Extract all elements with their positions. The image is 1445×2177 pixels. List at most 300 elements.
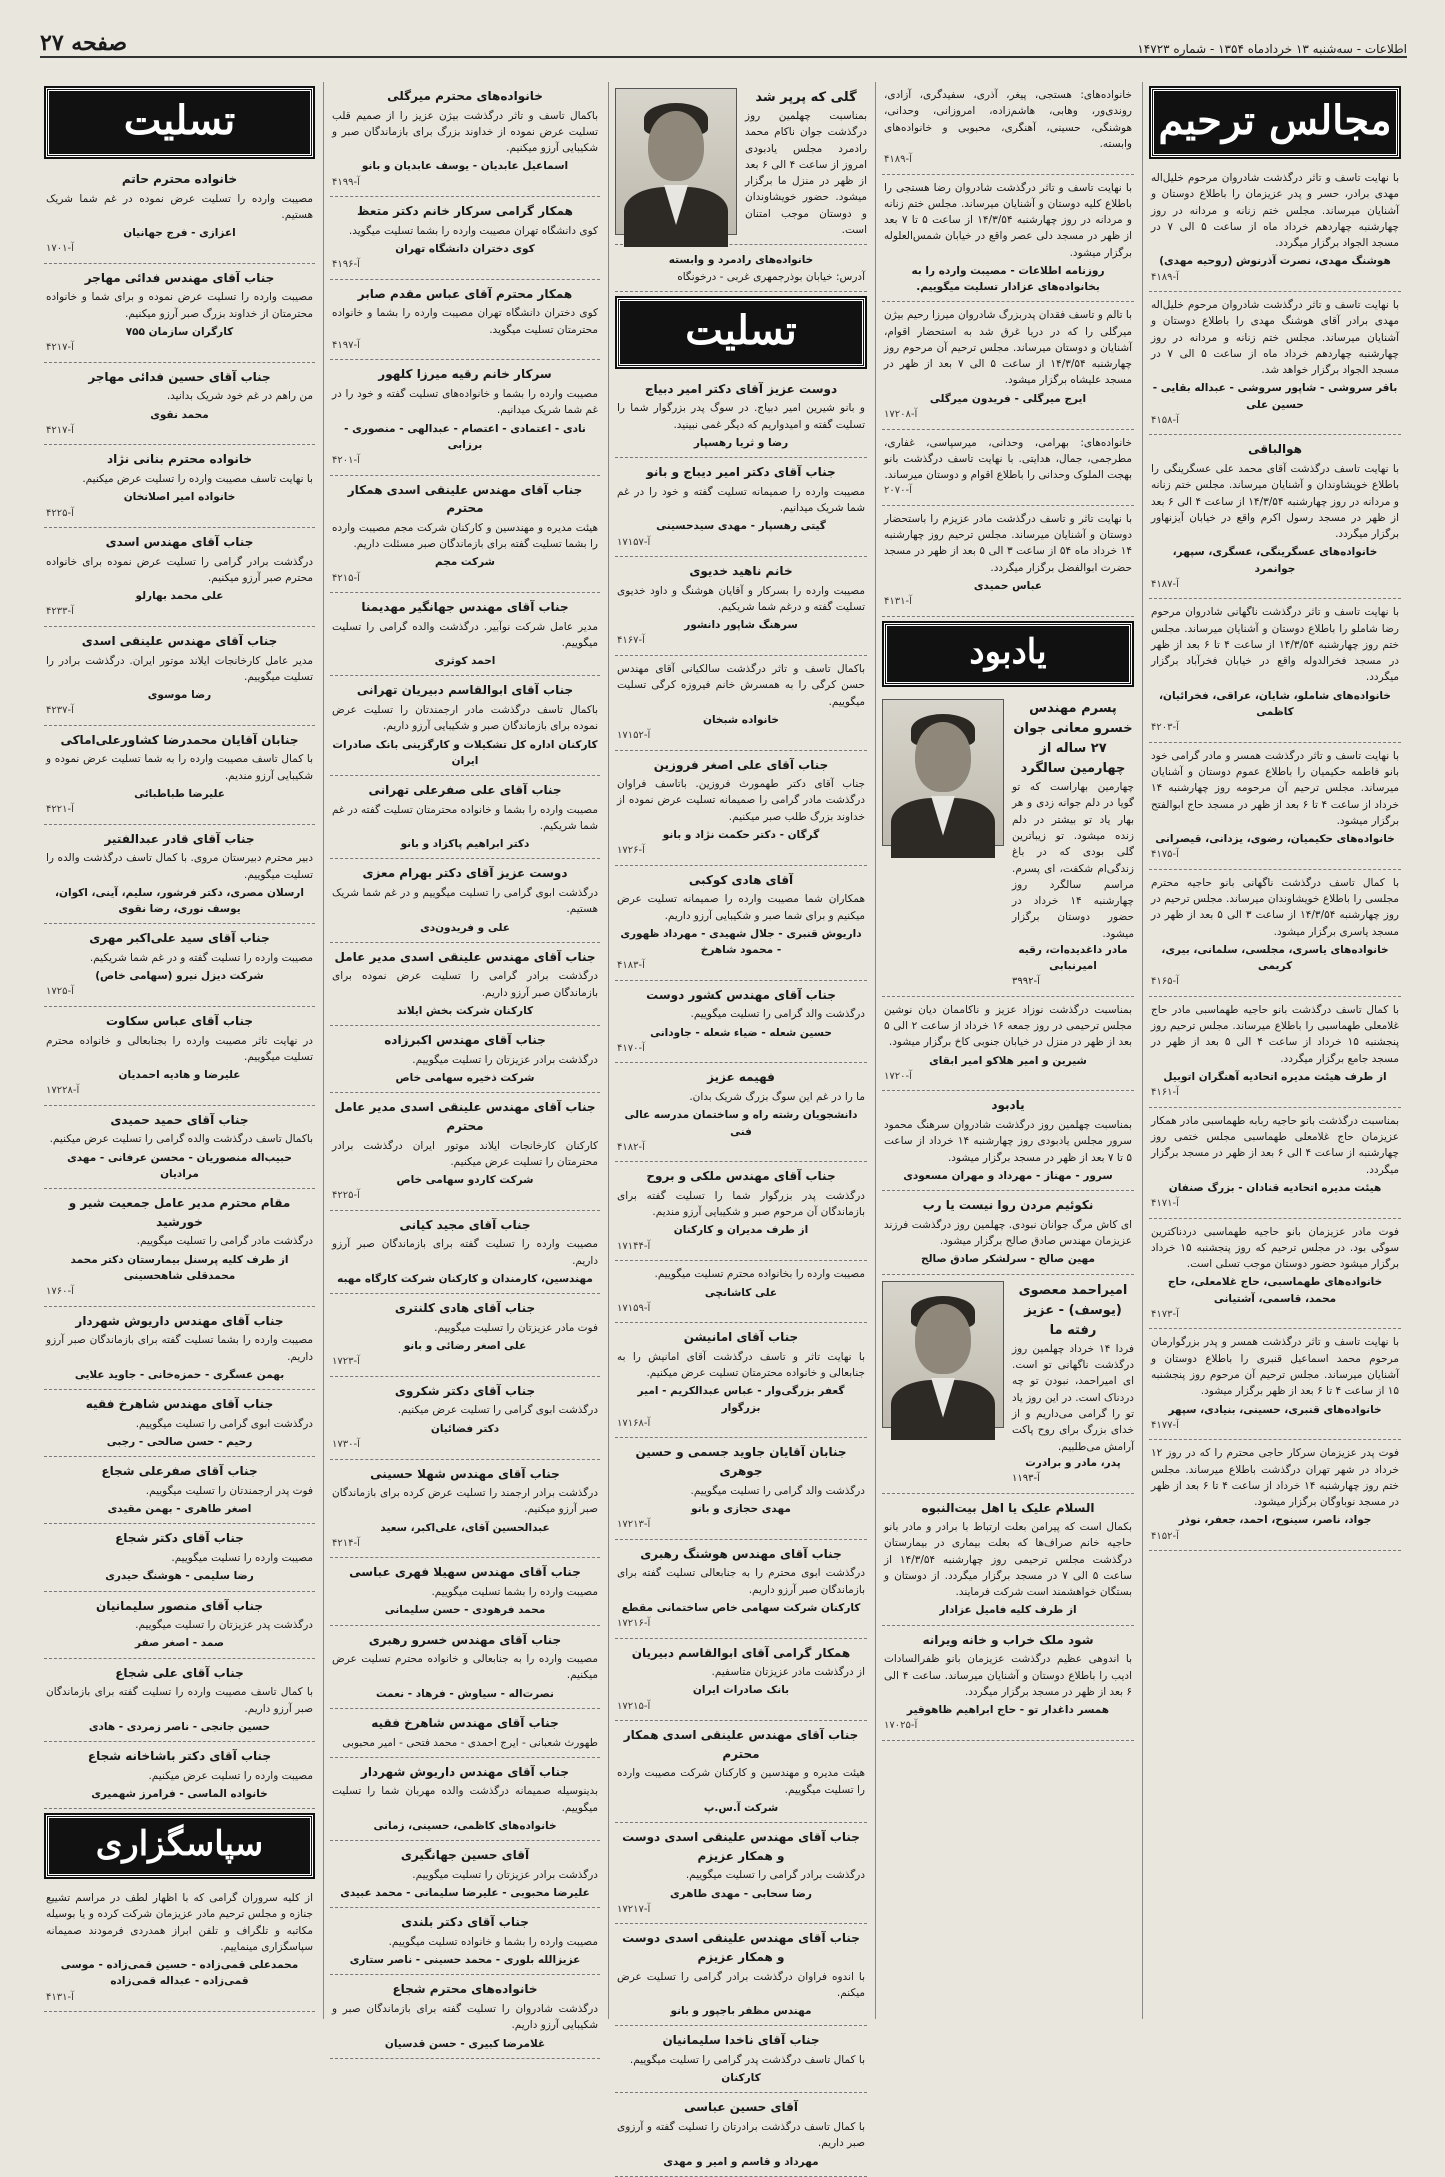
notice-code: آ-۱۷۱۵۲ xyxy=(617,730,651,742)
notice xyxy=(44,1742,315,1809)
notice-body: از درگذشت مادر عزیزتان متاسفیم. xyxy=(711,1666,865,1679)
portrait-photo xyxy=(615,88,737,235)
notice xyxy=(615,981,867,1064)
notice xyxy=(44,165,315,264)
notice-title: جناب آقای علی اصغر فروزین xyxy=(653,757,829,772)
banner-majales-tarhim: مجالس ترحیم xyxy=(1151,88,1399,157)
notice-signature: خانواده‌های یاسری، مجلسی، سلمانی، بیری، کریمی xyxy=(1161,943,1389,973)
notice-body: با کمال تاسف درگذشت پدر گرامی را تسلیت میگوییم. xyxy=(629,2053,865,2066)
notice-code: آ-۴۱۷۱ xyxy=(1151,1198,1179,1210)
notice-body: درگذشت برادر گرامی را تسلیت میگوییم. xyxy=(685,1869,865,1882)
yadbud-text xyxy=(1012,699,1134,990)
notice-body: باکمال تاسف درگذشت والده گرامی را تسلیت عرض میکنیم. xyxy=(49,1133,313,1146)
notice-body: مصیبت وارده را بشما و خانواده تسلیت میگوییم. xyxy=(388,1935,598,1948)
notice xyxy=(44,528,315,627)
notice-body: فوت پدر عزیزمان سرکار حاجی محترم را که در روز ۱۲ خرداد در شهر تهران درگذشت باطلاع میرساند. مجلس ختم روز چهارشنبه ۱۴ خرداد از ساعت ۴ تا ۶ بعد از ظهر در مسجد نوباوگان برگزار میشود. xyxy=(1151,1447,1399,1509)
notice-title: همکار گرامی آقای ابوالقاسم دبیریان xyxy=(631,1645,851,1660)
notice-title: جناب آقای مهندس داریوش شهردار xyxy=(360,1764,570,1779)
notice-signature: خانواده‌های شاملو، شایان، عراقی، فخرائیان، کاظمی xyxy=(1159,689,1391,718)
photo-notice-signature: پدر، مادر و برادرت xyxy=(1025,1456,1121,1469)
notice-title: خانواده محترم بنانی نژاد xyxy=(106,452,253,467)
notice-title: جناب آقای صفرعلی شجاع xyxy=(101,1464,258,1479)
notice-code: آ-۱۷۲۳ xyxy=(332,1356,360,1368)
notice xyxy=(330,943,600,1026)
notice-body: جناب آقای دکتر طهمورث فروزین. باتاسف فراوان درگذشت مادر گرامی را صمیمانه تسلیت عرض نموده از خداوند بزرگ طلب صبر میکنیم. xyxy=(617,778,865,823)
notice-body: درگذشت ابوی گرامی را تسلیت عرض میکنیم. xyxy=(397,1404,598,1417)
notice-signature: روزنامه اطلاعات - مصیبت وارده را به بخانواده‌های عزادار تسلیت میگوییم. xyxy=(911,264,1105,294)
notice-title: سرکار خانم رقیه میرزا کلهور xyxy=(378,367,552,382)
notice-body: مصیبت وارده را تسلیت عرض نموده در غم شما شریک هستیم. xyxy=(46,192,313,221)
notices-col3 xyxy=(615,375,867,2177)
notice-signature: همسر داغدار تو - حاج ابراهیم ظاهوقیر xyxy=(906,1704,1110,1717)
notice-code: آ-۴۱۹۶ xyxy=(332,259,360,271)
notice-title: جناب آقای مجید کیانی xyxy=(399,1217,531,1232)
notice-code: آ-۴۲۲۵ xyxy=(46,507,74,519)
notice xyxy=(330,1460,600,1559)
dateline: اطلاعات - سه‌شنبه ۱۳ خردادماه ۱۳۵۴ - شماره ۱۴۷۲۳ xyxy=(1137,42,1407,56)
notice xyxy=(330,1211,600,1294)
notice xyxy=(1149,165,1401,292)
notice-code: آ-۱۷۲۵ xyxy=(46,986,74,998)
notice-body: بکمال است که پیرامن بعلت ارتباط با برادر و مادر بانو حاجیه خانم صراف‌ها که بعلت بیماری در بیمارستان درگذشت مجلس ترحیمی روز چهارشنبه ۱۴/۳/۵۴ از ساعت ۵ الی ۷ در مسجد برگزار میگردد. از دوستان و بستگان خواهشمند است شرکت فرمایند. xyxy=(884,1521,1132,1599)
notice xyxy=(1149,743,1401,870)
notice xyxy=(615,656,867,751)
notice-signature: خانواده‌های حکیمیان، رضوی، یزدانی، قیصرانی xyxy=(1155,833,1395,846)
notice-body: طهورث شعبانی - ایرج احمدی - محمد فتحی - امیر محبوبی xyxy=(342,1736,598,1749)
notice xyxy=(882,430,1134,506)
notice xyxy=(615,866,867,981)
column-majales xyxy=(1142,82,1407,2019)
notices-col5 xyxy=(44,165,315,1809)
notice xyxy=(44,363,315,446)
notice xyxy=(330,476,600,593)
notice xyxy=(1149,1329,1401,1440)
yadbud-signature: مادر داغدیده‌ات، رقیه امیرنبابی xyxy=(1018,943,1128,973)
notice-body: درگذشت والد گرامی را تسلیت میگوییم. xyxy=(690,1484,865,1497)
banner-tasliyat-2: تسلیت xyxy=(617,298,865,367)
notice-code: آ-۴۲۲۵ xyxy=(332,1190,360,1202)
notice-code: آ-۴۱۶۵ xyxy=(1151,976,1179,988)
notice-title: جناب آقای مهندس ملکی و بروح xyxy=(646,1169,836,1184)
notice-title: جناب آقای مهندس شاهرخ فقیه xyxy=(85,1397,274,1412)
notice xyxy=(44,1659,315,1742)
notice xyxy=(330,1377,600,1460)
notice xyxy=(882,1091,1134,1191)
portrait-photo xyxy=(882,699,1004,846)
notice-signature: از طرف کلیه پرسنل بیمارستان دکتر محمد محمدقلی شاهحسینی xyxy=(70,1253,289,1282)
notice-signature: کارکنان شرکت سهامی خاص ساختمانی مقطع xyxy=(621,1601,861,1614)
notice-signature: اسماعیل عابدیان - یوسف عابدیان و بانو xyxy=(361,160,569,173)
notice xyxy=(44,1524,315,1591)
notice-signature: عبدالحسین آقای، علی‌اکبر، سعید xyxy=(380,1521,550,1534)
notice-signature: کارکنان xyxy=(721,2072,761,2085)
notice-signature: مهین صالح - سرلشکر صادق صالح xyxy=(921,1253,1095,1266)
notice-address-label: آدرس xyxy=(839,270,865,283)
notice-title: دوست عزیز آقای دکتر امیر دبیاج xyxy=(644,381,838,396)
notice-title: جناب آقای مهندس علینقی اسدی مدیر عامل محترم xyxy=(334,1100,596,1133)
notice-body: بمناسبت درگذشت نوزاد عزیز و ناکاممان دیان نوشین مجلس ترحیمی در روز جمعه ۱۶ خرداد از ساعت ۲ الی ۵ بعد از ظهر در منزل در خیابان جنوبی کاخ برگزار میشود. xyxy=(884,1003,1132,1049)
notice-title: جنابان آقایان جاوید جسمی و حسین جوهری xyxy=(635,1445,847,1479)
notice xyxy=(615,1823,867,1924)
notice-body: مصیبت وارده را صمیمانه تسلیت گفته و خود را در غم شما شریک میدانیم. xyxy=(617,485,865,515)
notice xyxy=(330,1758,600,1841)
notice-signature: خانواده امیر اصلانخان xyxy=(123,491,236,504)
notice-signature: مهندسین، کارمندان و کارکنان شرکت کارگاه مهبه xyxy=(337,1273,593,1285)
notice-title: دوست عزیز آقای دکتر بهرام معزی xyxy=(362,866,568,881)
notice-code: آ-۱۷۲۱۳ xyxy=(617,1519,651,1531)
notice-code: آ-۱۷۲۶ xyxy=(617,845,645,857)
notice-body: با کمال تاسف مصیبت وارده را به شما تسلیت عرض نموده و شکیبایی آرزو مندیم. xyxy=(46,753,313,782)
notice-title: جناب آقای مهندس فدائی مهاجر xyxy=(84,270,275,285)
notice-body: مصیبت وارده را بشما تسلیت گفته برای بازماندگان صبر آرزو داریم. xyxy=(46,1334,313,1363)
notice xyxy=(330,1841,600,1908)
notice-signature: از طرف کلیه فامیل عزادار xyxy=(939,1604,1077,1617)
notice-code: آ-۲۰۷۰ xyxy=(884,485,912,497)
notice-title: جناب آقای قادر عبدالفتیر xyxy=(104,831,255,846)
notice-body: مصیبت وارده را بشما و خانواده‌های تسلیت گفته و خود را در غم شما شریک میدانیم. xyxy=(332,388,598,417)
photo-notice-body: فردا ۱۴ خرداد چهلمین روز درگذشت ناگهانی تو است. ای امیراحمد، نبودن تو چه دردناک است. در این روز یاد تو را گرامی می‌داریم و از خدای بزرگ برای روح پاکت آرامش می‌طلبیم. xyxy=(1012,1342,1134,1453)
notice xyxy=(44,1390,315,1457)
notice-code: آ-۴۱۶۷ xyxy=(617,635,645,647)
notice-code: آ-۴۱۷۳ xyxy=(1151,1308,1179,1320)
notice-code: آ-۴۱۸۳ xyxy=(617,960,645,972)
notice xyxy=(615,1438,867,1539)
notice-body: با نهایت تاسف و تاثر درگذشت شادروان مرحوم خلیل‌اله مهدی برادر، حسر و پدر عزیزمان را باطلاع دوستان و آشنایان میرساند. مجلس ختم زنانه و مردانه در روز چهارشنبه چهاردهم خرداد ماه از ساعت ۵ الی ۷ در مسجد الجواد برگزار میگردد. xyxy=(1151,172,1399,250)
photo-notice-title: امیراحمد معصوی (یوسف) - عزیز رفته ما xyxy=(1018,1282,1128,1338)
page-header xyxy=(40,30,1407,58)
notice-signature: کوی دختران دانشگاه تهران xyxy=(395,243,535,256)
notice-signature: بهمن عسگری - حمزه‌خانی - جاوید علایی xyxy=(74,1368,285,1381)
notice-title: جناب آقای مهندس علینقی اسدی همکار محترم xyxy=(347,482,583,516)
notice-signature: باقر سروشی - شاپور سروشی - عبداله بقایی - حسین علی xyxy=(1152,382,1398,411)
notice-signature: اعزازی - فرج جهانیان xyxy=(123,227,236,240)
notice-code: آ-۴۲۲۱ xyxy=(46,804,74,816)
notice-body: با نهایت تاسف مصیبت وارده را تسلیت عرض میکنیم. xyxy=(82,473,313,485)
yadbud-photo-notice xyxy=(882,693,1134,997)
notice xyxy=(44,1007,315,1106)
notice xyxy=(330,280,600,361)
notice-signature: حسین شعله - ضیاء شعله - جاودانی xyxy=(650,1026,832,1039)
notice xyxy=(1149,435,1401,599)
notice-title: جناب آقای علی شجاع xyxy=(115,1665,244,1680)
notice-code: آ-۴۲۳۳ xyxy=(46,606,74,618)
notice-title: جناب آقای مهندس داریوش شهردار xyxy=(75,1313,284,1328)
notice-title: جناب آقای مهندس علینقی اسدی همکار محترم xyxy=(623,1728,859,1761)
notice-signature: علی و فریدون‌دی xyxy=(420,921,510,934)
notice-signature: خانواده الماسی - فرامرز شهمیری xyxy=(91,1787,268,1800)
notice-title: هوالباقی xyxy=(1248,442,1302,457)
notice-signature: کارگران سازمان ۷۵۵ xyxy=(125,326,234,339)
notice-body: درگذشت برادر گرامی را تسلیت عرض نموده برای خانواده محترم صبر آرزو میکنیم. xyxy=(46,555,313,584)
notice-code: آ-۴۱۹۷ xyxy=(332,339,360,351)
notice xyxy=(615,1540,867,1639)
notice-title: جناب آقای منصور سلیمانیان xyxy=(95,1598,263,1613)
notice-title: نکوئیم مردن روا نیست یا رب xyxy=(922,1198,1094,1213)
notice xyxy=(330,1709,600,1758)
notices-col2-more xyxy=(882,997,1134,1275)
notice-body: درگذشت شادروان را تسلیت گفته برای بازماندگان صبر و شکیبایی آرزو داریم. xyxy=(332,2003,598,2032)
notice-signature: سرهنگ شاپور دانشور xyxy=(684,619,798,632)
notice-signature: رضا سلیمی - هوشنگ حیدری xyxy=(105,1570,254,1583)
notice xyxy=(330,1558,600,1625)
notice-signature: علیرضا و هادیه احمدیان xyxy=(118,1069,241,1082)
notice-code: آ-۴۲۰۳ xyxy=(1151,722,1179,734)
notice xyxy=(330,1294,600,1377)
notice xyxy=(615,458,867,557)
notice-code: آ-۱۷۶۰ xyxy=(46,1286,74,1298)
column-tasliyat xyxy=(38,82,321,2019)
notice-body: خانواده‌های: هستجی، پیغر، آذری، سفیدگری، آزادی، روندی‌ور، وهابی، هاشم‌زاده، امروزانی، وحدانی، هوشنگی، حسینی، آهنگری، محبوبی و خانواده‌های وابسته. xyxy=(884,89,1132,150)
notice-signature: جواد، ناصر، سینوح، احمد، جعفر، نوذر xyxy=(1178,1514,1372,1527)
notice-title: جناب آقای مهندس سهیلا فهری عباسی xyxy=(349,1565,581,1580)
notice-signature: سرور - مهناز - مهرداد و مهران مسعودی xyxy=(903,1169,1113,1182)
notice-code: آ-۴۱۸۹ xyxy=(1151,271,1179,283)
yadbud-code: آ-۳۹۹۲ xyxy=(1012,976,1040,988)
notice xyxy=(330,360,600,475)
notice-body: در نهایت تاثر مصیبت وارده را بجنابعالی و خانواده محترم تسلیت میگوییم. xyxy=(46,1034,313,1063)
notice xyxy=(330,1626,600,1709)
notice-signature: گیتی رهسپار - مهدی سیدحسینی xyxy=(656,520,826,533)
notice-body: ما را در غم این سوگ بزرگ شریک بدان. xyxy=(689,1091,865,1104)
notice-code: آ-۱۷۱۵۹ xyxy=(617,1302,651,1314)
notice xyxy=(44,445,315,528)
notice-title: جناب آقای عباس سکاوت xyxy=(105,1013,254,1028)
notice-body: مصیبت وارده را به جنابعالی و خانواده محترم تسلیت عرض میکنیم. xyxy=(332,1653,598,1682)
sepasgozari-notice xyxy=(44,1885,315,2012)
notice-body: مصیبت وارده را تسلیت گفته برای بازماندگان صبر آرزو داریم. xyxy=(332,1238,598,1267)
column-2 xyxy=(875,82,1140,2019)
notice-title: جنابان آقایان محمدرضا کشاورعلی‌اماکی xyxy=(60,732,299,747)
notice-code: آ-۱۷۱۴۴ xyxy=(617,1240,651,1252)
notice xyxy=(882,302,1134,429)
notice-body: دبیر محترم دبیرستان مروی. با کمال تاسف درگذشت والده را تسلیت میگوییم. xyxy=(46,852,313,881)
notice-body: بدینوسیله صمیمانه درگذشت والده مهربان شما را تسلیت میگوییم. xyxy=(332,1785,598,1814)
notice-signature: خانواده‌های طهماسبی، حاج غلامعلی، حاج محمد، قاسمی، آشتیانی xyxy=(1167,1276,1383,1305)
portrait-photo xyxy=(882,1281,1004,1428)
notice-signature: شرکت مجم xyxy=(434,556,496,569)
notice-body: با نهایت تاثر و تاسف درگذشت آقای امانیش را به جنابعالی و خانواده محترمتان تسلیت عرض میکنیم. xyxy=(617,1350,865,1380)
notice xyxy=(1149,599,1401,742)
notice-body: مصیبت وارده را بسرکار و آقایان هوشنگ و داود خدیوی تسلیت گفته و درغم شما شریکیم. xyxy=(617,584,865,613)
notice-signature: شرکت ذخیره سهامی خاص xyxy=(395,1072,535,1085)
notice-signature: کارکنان شرکت بخش ایلاند xyxy=(396,1005,534,1017)
notice-body: مدیر عامل کارخانجات ایلاند موتور ایران. درگذشت برادر را تسلیت میگوییم. xyxy=(46,654,313,683)
notice-body: باکمال تاسف و تاثر درگذشت سالکیانی آقای مهندس حسن کرگی را به همسرش خانم فیروزه کرگی تسلیت میگوییم. xyxy=(617,662,865,708)
notice xyxy=(44,1106,315,1189)
notice xyxy=(615,1639,867,1722)
notice xyxy=(330,1026,600,1093)
notice-body: هیئت مدیره و مهندسین و کارکنان شرکت مصیبت وارده را تسلیت میگوییم. xyxy=(617,1767,865,1796)
notice xyxy=(44,1592,315,1659)
notice xyxy=(882,997,1134,1092)
notice-title: جناب آقای مهندس علینقی اسدی xyxy=(81,633,278,648)
notice xyxy=(330,1975,600,2058)
notice xyxy=(330,1908,600,1975)
notice-signature: علیرضا طباطبائی xyxy=(134,787,225,800)
notice-body: ای کاش مرگ جوانان نبودی. چهلمین روز درگذشت فرزند عزیزمان مهندس صادق صالح برگزار میشود. xyxy=(884,1218,1132,1247)
notice-title: جناب آقای مهندس اسدی xyxy=(105,535,254,550)
notice-body: با نهایت تاسف و تاثر درگذشت ناگهانی شادروان مرحوم رضا شاملو را باطلاع دوستان و آشنایان میرساند. مجلس ختم روز چهارشنبه ۱۴/۳/۵۴ از ساعت ۴ تا ۶ بعد از ظهر در مسجد فخرالدوله واقع در خیابان فخرآباد برگزار میگردد. xyxy=(1151,606,1399,684)
notice-title: جناب آقای مهندس علینقی اسدی دوست و همکار عزیزم xyxy=(622,1830,860,1863)
notice xyxy=(330,593,600,676)
notice-body: با اندوه فراوان درگذشت برادر گرامی را تسلیت عرض میکنم. xyxy=(617,1970,865,1999)
notice-title: آقای حسین جهانگیری xyxy=(400,1848,530,1863)
notice-body: درگذشت برادر عزیزتان را تسلیت میگوییم. xyxy=(412,1053,598,1066)
notice-title: یادبود xyxy=(991,1098,1025,1113)
notice-body: با کمال تاسف درگذشت برادرتان را تسلیت گفته و آرزوی صبر داریم. xyxy=(617,2121,865,2150)
notice-signature: خانواده‌های عسگرینگی، عسگری، سپهر، جوانمرد xyxy=(1172,546,1378,575)
notice-body: فوت مادر عزیزتان را تسلیت میگوییم. xyxy=(434,1321,598,1334)
yadbud-body: چهارمین بهاراست که تو گویا در دلم جوانه زدی و هر بهار یاد تو بیشتر در دلم زنده میشود. تو زیباترین گلی بودی که در باغ زندگی‌ام شکفت، ای پسرم. مراسم سالگرد روز چهارشنبه ۱۴ خرداد در حضور دوستان برگزار میشود. xyxy=(1012,781,1135,940)
notice xyxy=(882,82,1134,175)
notice-code: آ-۱۷۲۲۸ xyxy=(46,1085,80,1097)
banner-sepasgozari: سپاسگزاری xyxy=(46,1815,313,1877)
notice-code: آ-۱۷۰۱ xyxy=(46,243,74,255)
notice-body: با نهایت تاسف و تاثر درگذشت شادروان مرحوم خلیل‌اله مهدی برادر آقای هوشنگ مهدی را باطلاع دوستان و آشنایان میرساند. مجلس ختم زنانه و مردانه در روز چهارشنبه چهاردهم خرداد ماه از ساعت ۵ الی ۷ در مسجد الجواد برگزار خواهد شد. xyxy=(1151,299,1399,377)
sepas-signature: محمدعلی قمی‌زاده - حسین قمی‌زاده - موسی قمی‌زاده - عبداله قمی‌زاده xyxy=(60,1959,299,1988)
notice-signature: رضا موسوی xyxy=(147,689,212,702)
notice-title: جناب آقای مهندس اکبرزاده xyxy=(384,1033,546,1048)
notice-signature: از طرف مدیران و کارکنان xyxy=(673,1224,809,1237)
notice xyxy=(44,924,315,1007)
notice-title: همکار محترم آقای عباس مقدم صابر xyxy=(357,286,573,301)
notice xyxy=(1149,1219,1401,1330)
notice-title: جناب آقای مهندس علینقی اسدی مدیر عامل xyxy=(334,949,596,964)
notice xyxy=(330,859,600,942)
notice-title: خانواده‌های محترم میرگلی xyxy=(387,89,543,103)
notice-body: بمناسبت چهلمین روز درگذشت شادروان سرهنگ محمود سرور مجلس یادبودی روز چهارشنبه ۱۴ خرداد از ساعت ۵ تا ۷ بعد از ظهر در مسجد برگزار میشود. xyxy=(884,1119,1132,1164)
notice-code: آ-۱۷۲۱۶ xyxy=(617,1618,651,1630)
notice-body: درگذشت پدر عزیزتان را تسلیت میگوییم. xyxy=(135,1619,313,1632)
notice-body: درگذشت مادر گرامی را تسلیت میگوییم. xyxy=(136,1235,313,1248)
notice-body: باکمال تاسف درگذشت مادر ارجمندتان را تسلیت عرض نموده برای بازماندگان صبر و شکیبایی آرزو داریم. xyxy=(332,704,598,733)
notice-signature: غلامرضا کبیری - حسن قدسیان xyxy=(384,2037,546,2050)
notice-code: آ-۴۱۷۵ xyxy=(1151,849,1179,861)
notice-title: جناب آقای مهندس علینقی اسدی دوست و همکار عزیزم xyxy=(622,1931,860,1964)
notice-body: با نهایت تاسف درگذشت آقای محمد علی عسگرینگی را باطلاع خویشاوندان و آشنایان میرساند. مجلس ختم زنانه و مردانه در روز چهارشنبه ۱۴/۳/۵۴ از ساعت ۴ الی ۶ بعد از ظهر در مسجد رسول اکرم واقع در خیابان آیزنهاور برگزار میگردد. xyxy=(1151,463,1399,541)
notice-body: خانواده‌های: بهرامی، وحدانی، میرسپاسی، غفاری، مطرجمی، جمال، هدایتی. با نهایت تاسف درگذشت بانو بهجت الملوک وحدانی را باطلاع اقوام و دوستان میرساند. xyxy=(884,436,1132,482)
notice-title: جناب آقای حسین فدائی مهاجر xyxy=(88,369,271,384)
notice-signature: هیئت مدیره اتحادیه قنادان - بزرگ صنفان xyxy=(1168,1181,1382,1194)
notice-signature: هوشنگ مهدی، نصرت آذرنوش (روحیه مهدی) xyxy=(1159,255,1391,268)
notice-code: آ-۴۲۰۱ xyxy=(332,455,360,467)
notice-body: فوت پدر ارجمندتان را تسلیت میگوییم. xyxy=(145,1484,313,1497)
notice-body: با کمال تاسف درگذشت ناگهانی بانو حاجیه محترم مجلسی را باطلاع خویشاوندان میرساند. مجلس ترحیم در روز چهارشنبه ۱۴/۳/۵۴ از ساعت ۳ الی ۵ بعد از ظهر در مسجد یاسری برگزار میشود. xyxy=(1151,876,1400,938)
notice xyxy=(882,175,1134,303)
notice-code: آ-۴۱۸۲ xyxy=(617,1141,645,1153)
notice-body: همکاران شما مصیبت وارده را صمیمانه تسلیت عرض میکنیم و برای شما صبر و شکیبایی آرزو داریم. xyxy=(617,893,865,922)
notice-body: مصیبت وارده را تسلیت میگوییم. xyxy=(171,1551,313,1564)
notice xyxy=(1149,1440,1401,1551)
notice xyxy=(44,264,315,363)
sepas-body: از کلیه سروران گرامی که با اظهار لطف در مراسم تشییع جنازه و مجلس ترحیم مادر عزیزمان شرکت کرده و یا بوسیله مکاتبه و تلگراف و تلفن ابراز همدردی فرمودند صمیمانه سپاسگزاری مینماییم. xyxy=(46,1892,313,1953)
notice-signature: از طرف هیئت مدیره اتحادیه آهنگران اتوبیل xyxy=(1163,1071,1387,1084)
notice-body: با نهایت تاسف و تاثر درگذشت شادروان رضا هستجی را باطلاع کلیه دوستان و آشنایان میرساند. مجلس ختم زنانه و مردانه در روز چهارشنبه ۱۴/۳/۵۴ از ساعت ۵ تا ۷ بعد از ظهر در مسجد دلی عصر واقع در خیابان شمس‌العلوله برگزار میشود. xyxy=(884,181,1133,259)
notice-code: آ-۱۷۲۱۷ xyxy=(617,1903,651,1915)
notice-title: فهیمه عزیز xyxy=(707,1070,775,1085)
notice-body: درگذشت ابوی گرامی را تسلیت میگوییم و در غم شما شریک هستیم. xyxy=(332,887,598,916)
notice-title: مقام محترم مدیر عامل جمعیت شیر و خورشید xyxy=(68,1196,291,1229)
notice-signature: بانک صادرات ایران xyxy=(692,1684,790,1697)
notice-title: خانواده محترم حاتم xyxy=(121,172,238,186)
notice-code: آ-۴۱۷۰ xyxy=(617,1042,645,1054)
notice-body: با کمال تاسف مصیبت وارده را تسلیت گفته برای بازماندگان صبر آرزو داریم. xyxy=(46,1686,313,1715)
notice-body: مصیبت وارده را بشما تسلیت میگوییم. xyxy=(431,1586,598,1598)
notice-code: آ-۴۱۸۹ xyxy=(884,154,912,166)
notice-body: با نهایت تاسف و تاثر درگذشت همسر و مادر گرامی خود بانو فاطمه حکیمیان را باطلاع عموم دوستان و آشنایان میرساند. مجلس ترحیم آن مرحومه روز چهارشنبه ۱۴ خرداد از ساعت ۴ تا ۶ بعد از ظهر در مسجد حاج ابوالفتح برگزار میشود. xyxy=(1151,749,1399,827)
notice xyxy=(615,1261,867,1323)
notice-signature: صمد - اصغر صفر xyxy=(134,1637,224,1650)
notice-title: جناب آقای مهندس شاهرخ فقیه xyxy=(371,1715,559,1730)
notice xyxy=(615,375,867,458)
notice-title: آقای حسین عباسی xyxy=(684,2100,798,2115)
notice-title: جناب آقای دکتر بلندی xyxy=(401,1915,529,1930)
notice-signature: مهرداد و قاسم و امیر و مهدی xyxy=(663,2155,819,2168)
notice xyxy=(330,676,600,776)
notice xyxy=(1149,997,1401,1108)
notice-signature: حسین جانجی - ناصر زمردی - هادی xyxy=(88,1720,271,1733)
notice-body: با کمال تاسف درگذشت بانو حاجیه طهماسبی مادر حاج غلامعلی طهماسبی را باطلاع میرساند. مجلس ترحیم روز پنجشنبه ۱۵ خرداد از ساعت ۴ الی ۵ بعد از ظهر در مسجد جامع برگزار میگردد. xyxy=(1151,1003,1400,1065)
notice-signature: ایرج میرگلی - فریدون میرگلی xyxy=(929,392,1087,405)
notice xyxy=(615,751,867,866)
notice-body: کوی دانشگاه تهران مصیبت وارده را بشما تسلیت میگوید. xyxy=(348,224,598,237)
page-number: صفحه ۲۷ xyxy=(40,30,128,56)
notice xyxy=(615,1063,867,1162)
notice-title: جناب آقای حمید حمیدی xyxy=(110,1112,249,1127)
notice-code: آ-۱۷۲۰۸ xyxy=(884,409,918,421)
notice-body: فوت مادر عزیزمان بانو حاجیه طهماسبی دردناکترین سوگی بود. در مجلس ترحیم که روز پنجشنبه ۱۵ خرداد برگزار میشود حضور دوستان موجب تسلی است. xyxy=(1151,1225,1400,1271)
notice-signature: دکتر فضائیان xyxy=(430,1422,500,1435)
notice-signature: کارکنان اداره کل تشکیلات و کارگزینی بانک صادرات ایران xyxy=(332,738,598,767)
notice-body: با نهایت تاسف و تاثر درگذشت همسر و پدر بزرگوارمان مرحوم محمد اسماعیل قنبری را باطلاع دوستان و آشنایان میرساند. مجلس ترحیم آن مرحوم روز پنجشنبه ۱۵ از ساعت ۴ تا ۶ بعد از ظهر برگزار میشود. xyxy=(1151,1336,1399,1398)
notice-title: شود ملک خراب و خانه ویرانه xyxy=(922,1632,1094,1647)
notice-body: درگذشت برادر عزیزتان را تسلیت میگوییم. xyxy=(412,1868,598,1881)
notice-code: آ-۴۱۷۷ xyxy=(1151,1419,1179,1431)
notice-signature: مهدی حجازی و بانو xyxy=(691,1502,791,1515)
notice-title: خانواده‌های محترم شجاع xyxy=(392,1982,538,1997)
notice-body: درگذشت برادر گرامی را تسلیت عرض نموده برای بازماندگان صبر آرزو داریم. xyxy=(332,970,598,999)
notice xyxy=(1149,292,1401,435)
notice-title: جناب آقای دکتر شجاع xyxy=(115,1531,244,1546)
notice-signature: عزیزالله بلوری - محمد حسینی - ناصر ستاری xyxy=(349,1954,581,1967)
notice xyxy=(44,726,315,825)
sepas-code: آ-۴۱۳۱ xyxy=(46,1991,74,2003)
notice-signature: محمد نقوی xyxy=(150,408,209,421)
notices-col2-tail xyxy=(882,1494,1134,1741)
notice-signature: گرگان - دکتر حکمت نژاد و بانو xyxy=(662,828,820,841)
yadbud-intro: پسرم مهندس خسرو معانی جوان ۲۷ ساله از چهارمین سالگرد xyxy=(1013,700,1133,777)
notice-body: مصیبت وارده را بخانواده محترم تسلیت میگوییم. xyxy=(654,1268,865,1281)
notice-signature: علیرضا محبوبی - علیرضا سلیمانی - محمد عبیدی xyxy=(340,1887,590,1900)
notice-title: خانم ناهید خدیوی xyxy=(689,564,793,579)
notice-code: آ-۱۷۳۰ xyxy=(332,1439,360,1451)
notice-signature: شیرین و امیر هلاکو امیر ابقای xyxy=(929,1054,1087,1067)
notices-col2 xyxy=(882,82,1134,617)
notice-signature: علی محمد بهارلو xyxy=(135,590,224,603)
notice-signature: حبیب‌اله منصوریان - محسن عرفانی - مهدی مرادیان xyxy=(67,1151,292,1180)
golipar-body: بمناسبت چهلمین روز درگذشت جوان ناکام محمد رادمرد مجلس یادبودی امروز از ساعت ۴ الی ۶ بعد از ظهر در منزل ما برگزار میشود. حضور خویشاوندان و دوستان موجب امتنان است. xyxy=(745,110,867,236)
notice-title: جناب آقای ابوالقاسم دبیریان تهرانی xyxy=(356,683,574,698)
notice-code: آ-۴۱۵۲ xyxy=(1151,1530,1179,1542)
notice-body: و بانو شیرین امیر دبیاج. در سوگ پدر بزرگوار شما را تسلیت گفته و امیدواریم که دیگر غمی نبینید. xyxy=(617,402,865,431)
notice-title: جناب آقای ناخدا سلیمانیان xyxy=(662,2033,820,2048)
notice-signature: احمد کوثری xyxy=(434,655,496,668)
banner-tasliyat-1: تسلیت xyxy=(46,88,313,157)
notice xyxy=(44,825,315,925)
notice-title: همکار گرامی سرکار خانم دکتر متعظ xyxy=(357,204,573,219)
notice xyxy=(330,82,600,197)
notice-code: آ-۱۷۲۰ xyxy=(884,1070,912,1082)
